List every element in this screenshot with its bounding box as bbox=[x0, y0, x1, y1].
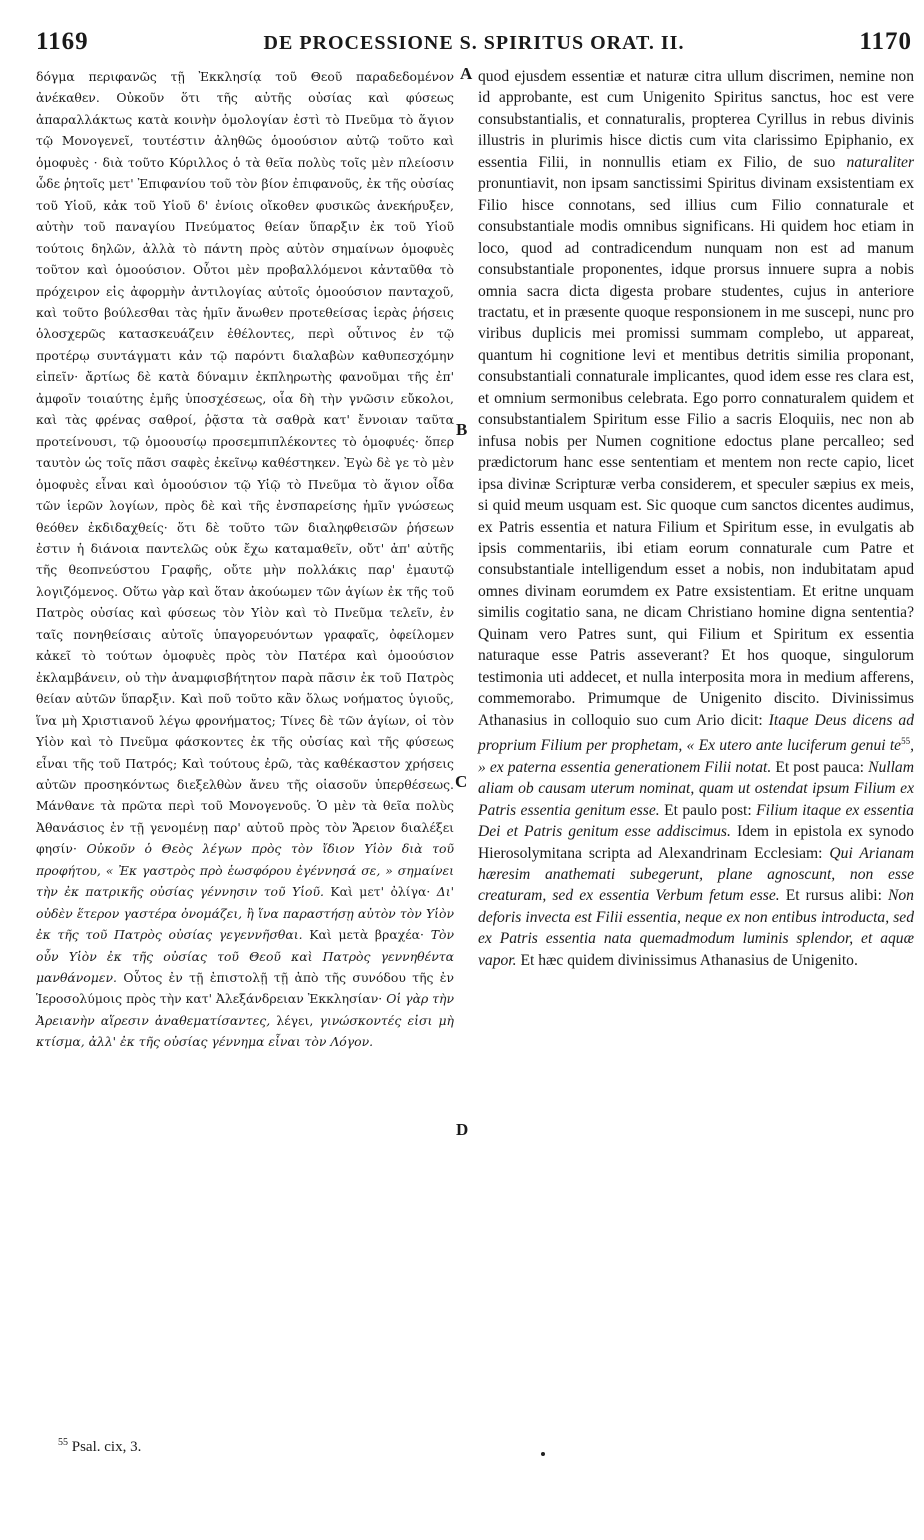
latin-quote: Non deforis invecta est Filii essentia, neque ex non entibus introducta, sed ex Patris essentia nata quemadmodum luminis splendor, et aquæ vapor. bbox=[478, 887, 914, 969]
greek-quote: Δι' οὐδὲν ἕτερον γαστέρα ὀνομάζει, ἢ ἵνα παραστήσῃ αὐτὸν τὸν Υἱὸν ἐκ τῆς τοῦ Πατρὸς οὐσίας γεγεννῆσθαι. bbox=[36, 884, 454, 943]
greek-connective: Καὶ μετ' ὀλίγα· bbox=[330, 884, 431, 900]
footnote-text: Psal. cix, 3. bbox=[71, 1439, 142, 1455]
greek-quote: γινώσκοντές εἰσι μὴ κτίσμα, ἀλλ' ἐκ τῆς οὐσίας γέννημα εἶναι τὸν Λόγον. bbox=[36, 1012, 454, 1050]
latin-connective: Et post pauca: bbox=[775, 758, 864, 776]
greek-connective: λέγει, bbox=[276, 1012, 314, 1028]
greek-connective: Οὗτος ἐν τῇ ἐπιστολῇ τῇ ἀπὸ τῆς συνόδου τῆς ἐν Ἱεροσολύμοις πρὸς τὴν κατ' Ἀλεξάνδρειαν Ἐκκλησίαν· bbox=[36, 970, 454, 1007]
latin-quote: Filium itaque ex essentia Dei et Patris genitum esse addiscimus. bbox=[478, 801, 914, 841]
footnote-number: 55 bbox=[58, 1437, 68, 1448]
latin-connective: Et rursus alibi: bbox=[785, 887, 882, 905]
latin-connective: Idem in epistola ex synodo Hierosolymitana scripta ad Alexandrinam Ecclesiam: bbox=[478, 823, 914, 862]
latin-paragraph: pronuntiavit, non ipsam sanctissimi Spiritus divinam exsistentiam ex Filio hisce connotans, sed illius cum Filio connaturale et consubstantiale modis omnibus significans. Hi quidem hoc etiam in loco, quod ad contradicendum nunquam non est ad manum consubstantiale proponentes, idque prorsus innuere supra a nobis omnia sacra dicta digesta probare studentes, cujus in anteriore tractatu, et in præsente quoque responsionem in me suscepi, nunc pro viribus duplicis mei promissi summam complebo, ut appareat, quantum hi cognitione levi et mentibus detritis similia proponant, consubstantiali connaturale implicantes, quod idem esse res clara est, et omnium sermonibus celebrata. Ego porro connaturalem quidem et consubstantialem Spiritum esse Filio a sacris Eloquiis, nec non ab infusa nobis per Numen cognitione edoctus plane percalleo; sed prædictorum hanc esse sententiam et mentem non recte capio, licet ipsa divinæ Scripturæ verba considerem, et speculer sæpius ex meis, si quid meum usquam est. Sic quoque cum sanctos dicentes audimus, ex Patris essentia et natura Filium et Spiritum esse, in evulgatis ab ipsis commentariis, ibi etiam eorum connaturale cum Patre et consubstantiale intelligendum esset a nobis, non indubitatam apud omnes divinam eorumdem ex Patre exsistentiam. Et eritne unquam similis cogitatio sana, ne dicam Christiano homine digna sententia? Quinam vero Patres sunt, qui Filium et Spiritum ex essentia naturaque esse Patris asseverant? Et hos quoque, singulorum testimonia uti addecet, et nulla interposita mora in medium afferens, commemorabo. Primumque de Unigenito discito. Divinissimus Athanasius in colloquio suo cum Ario dicit: bbox=[478, 175, 914, 729]
greek-paragraph: δόγμα περιφανῶς τῇ Ἐκκλησίᾳ τοῦ Θεοῦ παραδεδομένον ἀνέκαθεν. Οὐκοῦν ὅτι τῆς αὐτῆς οὐσίας καὶ φύσεως ἀπαραλλάκτως κατὰ κοινὴν ὁμολογίαν ἐστὶ τὸ Πνεῦμα τὸ ἅγιον τῷ Μονογενεῖ, τουτέστιν ἀληθῶς ὁμοούσιον αὐτῷ τοῦτο καὶ ὁμοφυὲς · διὰ τοῦτο Κύριλλος ὁ τὰ θεῖα πολὺς τοῖς μὲν πλείοσιν ὧδε ῥητοῖς μετ' Ἐπιφανίου τοῦ τὸν βίον ἐπιφανοῦς, ἐκ τῆς οὐσίας τοῦ Υἱοῦ, κἀκ τοῦ Υἱοῦ δ' ἐνίοις οἴκοθεν φυσικῶς ἀνεκήρυξεν, αὐτὴν τοῦ παναγίου Πνεύματος θείαν ὕπαρξιν ἐκ τοῦ Υἱοῦ τούτοις δηλῶν, ἀλλὰ τὸ πάντη πρὸς αὐτὸν σημαίνων ὁμοφυὲς τοῦτον καὶ ὁμοούσιον. Οὗτοι μὲν προβαλλόμενοι κἀνταῦθα τὸ πρόχειρον εἰς ἀφορμὴν ἀντιλογίας αὐτοῖς ὁμοούσιον πανταχοῦ, καὶ τοῦτο βούλεσθαι τὰς ἡμῖν ἄνωθεν προτεθείσας ἱερὰς ῥήσεις ὁλοσχερῶς κατασκευάζειν ἐθέλοντες, περὶ οὗτινος ἐν τῷ προτέρῳ συντάγματι κἀν τῷ παρόντι διαλαβὼν καθυπεσχόμην εἰπεῖν· ἄρτίως δὲ κατὰ δύναμιν ἐκπληρωτὴς φανοῦμαι τῆς ἐπ' ἀμφοῖν τοιαύτης ἐμῆς ὑποσχέσεως, οἷα δὴ τὴν γνῶσιν εὔκολοι, καὶ τὰς φρένας σαθροί, ῥᾷστα τὰ σαθρὰ κατ' ἔννοιαν ταῦτα προτείνουσι, τῷ ὁμοουσίῳ προσεμπιπλέκοντες τὸ ὁμοφυές· ὅπερ ταυτὸν ὡς τοῖς πᾶσι σαφὲς ἐκεῖνῳ καθέστηκεν. Ἐγὼ δὲ γε τὸ μὲν ὁμοφυὲς εἶναι καὶ ὁμοούσιον τῷ Υἱῷ τὸ Πνεῦμα τὸ ἅγιον οἶδα τῶν ἱερῶν λογίων, πρὸς δὲ καὶ τῆς ἐνσπαρείσης ἡμῖν γνώσεως θεόθεν ἐκδιδαχθείς· ὅτι δὲ τοῦτο τῶν διαληφθεισῶν ῥήσεων ἐστιν ἡ διάνοια παντελῶς οὐκ ἔχω καταμαθεῖν, οὔτ' ἀπ' αὐτῆς τῆς θεοπνεύστου Γραφῆς, οὔτε μὴν πολλάκις παρ' ἐμαυτῷ λογιζόμενος. Οὕτω γὰρ καὶ ὅταν ἀκούωμεν τῶν ἁγίων ἐκ τῆς τοῦ Πατρὸς οὐσίας καὶ φύσεως τὸν Υἱὸν καὶ τὸ Πνεῦμα τελεῖν, ἐν ταῖς πονηθείσαις αὐτοῖς ὑπαγορευόντων γραφαῖς, ὀφείλομεν κἀκεῖ τὸ τούτων ὁμοφυὲς πρὸς τὸν Πατέρα καὶ ὁμοούσιον ἐκλαμβάνειν, οὐ τὴν ἀναμφισβήτητον παρὰ πᾶσιν ἐκ τοῦ Πατρὸς θείαν αὐτῶν ὕπαρξιν. Καὶ ποῦ τοῦτο κἂν ὅλως νοήματος ὑγιοῦς, ἵνα μὴ Χριστιανοῦ λέγω φρονήματος; Τίνες δὲ τῶν ἁγίων, οἱ τὸν Υἱὸν καὶ τὸ Πνεῦμα φάσκοντες ἐκ τῆς οὐσίας καὶ τῆς φύσεως εἶναι τῆς τοῦ Πατρός; Καὶ τούτους ἐρῶ, τὰς καθέκαστον χρήσεις αὐτῶν προσηκόντως διεξελθὼν ἄνευ τῆς οἱασοῦν ὑπερθέσεως. Μάνθανε τὰ πρῶτα περὶ τοῦ Μονογενοῦς. Ὁ μὲν τὰ θεῖα πολὺς Ἀθανάσιος ἐν τῇ γενομένῃ παρ' αὐτοῦ πρὸς τὸν Ἄρειον διαλέξει φησίν· bbox=[36, 69, 454, 857]
section-marker-b: B bbox=[456, 420, 468, 439]
greek-text bbox=[36, 66, 454, 1053]
latin-column bbox=[478, 66, 914, 971]
latin-text bbox=[478, 66, 914, 971]
greek-quote: Τὸν οὖν Υἱὸν ἐκ τῆς οὐσίας τοῦ Θεοῦ καὶ Πατρὸς γεννηθέντα μανθάνομεν. bbox=[36, 927, 454, 986]
latin-connective: Et paulo post: bbox=[664, 801, 752, 819]
latin-quote: Qui Arianam hæresim anathemati subegerunt, plane agnoscunt, non esse creaturam, sed ex essentia Verbum fetum esse. bbox=[478, 844, 914, 905]
greek-quote: Οὐκοῦν ὁ Θεὸς λέγων πρὸς τὸν ἴδιον Υἱὸν διὰ τοῦ προφήτου, « Ἐκ γαστρὸς πρὸ ἑωσφόρου ἐγέννησά σε, » σημαίνει τὴν ἐκ πατρικῆς οὐσίας γέννησιν τοῦ Υἱοῦ. bbox=[36, 841, 454, 900]
latin-quote: Itaque Deus dicens ad proprium Filium per prophetam, « Ex utero ante luciferum genui te bbox=[478, 711, 915, 755]
latin-paragraph: quod ejusdem essentiæ et naturæ citra ullum discrimen, nemine non id approbante, est cum Unigenito Spiritus sanctus, hoc est vere consubstantialis, et connaturalis, propterea Cyrillus in rebus divinis illustris in plurimis hisce dictis cum vita clarissimo Epiphanio, ex essentia Filii, in nonnullis etiam ex Filio, de suo bbox=[478, 68, 914, 171]
section-marker-d: D bbox=[456, 1120, 469, 1139]
latin-paragraph: Et hæc quidem divinissimus Athanasius de Unigenito. bbox=[520, 951, 858, 969]
printer-mark bbox=[541, 1452, 545, 1456]
latin-quote: Nullam aliam ob causam uterum nominat, quam ut ostendat ipsum Filium ex Patris essentia genitum esse. bbox=[478, 758, 914, 819]
footnote-reference: 55 bbox=[901, 736, 911, 747]
page-number-right: 1170 bbox=[859, 28, 912, 55]
greek-column bbox=[36, 66, 454, 1053]
section-marker-a: A bbox=[460, 64, 473, 83]
running-title: DE PROCESSIONE S. SPIRITUS ORAT. II. bbox=[263, 32, 685, 54]
footnote bbox=[58, 1437, 141, 1456]
latin-italic-word: naturaliter bbox=[846, 153, 915, 171]
greek-connective: Καὶ μετὰ βραχέα· bbox=[309, 927, 424, 943]
section-marker-c: C bbox=[455, 772, 468, 791]
page-header bbox=[36, 28, 912, 64]
latin-quote: , » ex paterna essentia generationem Filii notat. bbox=[478, 737, 914, 776]
greek-quote: Οἱ γὰρ τὴν Ἀρειανὴν αἵρεσιν ἀναθεματίσαντες, bbox=[36, 991, 454, 1028]
page-number-left: 1169 bbox=[36, 28, 89, 55]
